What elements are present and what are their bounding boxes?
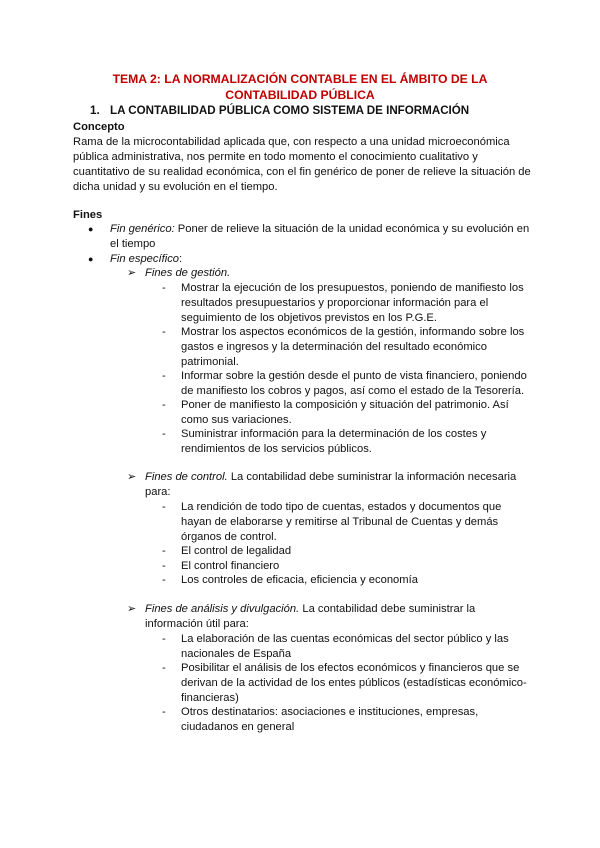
list-item xyxy=(162,573,530,588)
list-item-text: El control de legalidad xyxy=(181,545,292,557)
list-item-text: Posibilitar el análisis de los efectos económicos y financieros que se derivan de la actividad de los entes públicos (estadísticas económico-financieras) xyxy=(181,662,527,704)
arrow-bullet-icon: ➢ xyxy=(127,471,137,483)
fin-especifico-label: Fin específico xyxy=(110,253,180,265)
list-item-text: La elaboración de las cuentas económicas del sector público y las nacionales de España xyxy=(181,633,509,660)
title-line-1: TEMA 2: LA NORMALIZACIÓN CONTABLE EN EL ÁMBITO DE LA xyxy=(112,72,488,86)
fines-gestion-item xyxy=(127,266,530,281)
list-item-text: Mostrar los aspectos económicos de la gestión, informando sobre los gastos e ingresos y la determinación del resultado económico patrimonial. xyxy=(181,326,525,368)
list-item xyxy=(162,661,530,706)
list-item xyxy=(162,500,530,545)
dash-bullet-icon: - xyxy=(162,428,166,440)
list-item xyxy=(162,325,530,370)
dash-bullet-icon: - xyxy=(162,560,166,572)
dash-bullet-icon: - xyxy=(162,706,166,718)
list-item xyxy=(162,705,530,735)
dash-bullet-icon: - xyxy=(162,399,166,411)
bullet-icon: ● xyxy=(88,224,94,234)
fines-gestion-label: Fines de gestión. xyxy=(145,267,231,279)
dash-bullet-icon: - xyxy=(162,633,166,645)
section-heading xyxy=(90,103,469,118)
concepto-heading: Concepto xyxy=(73,121,125,133)
dash-bullet-icon: - xyxy=(162,574,166,586)
fines-analisis-text: La contabilidad debe suministrar la información útil para: xyxy=(145,603,476,630)
arrow-bullet-icon: ➢ xyxy=(127,603,137,615)
dash-bullet-icon: - xyxy=(162,662,166,674)
arrow-bullet-icon: ➢ xyxy=(127,267,137,279)
fin-generico-label: Fin genérico: xyxy=(110,223,175,235)
list-item-text: Otros destinatarios: asociaciones e instituciones, empresas, ciudadanos en general xyxy=(181,706,479,733)
fines-control-label: Fines de control. xyxy=(145,471,228,483)
dash-bullet-icon: - xyxy=(162,545,166,557)
list-item-text: Los controles de eficacia, eficiencia y economía xyxy=(181,574,418,586)
list-item-text: La rendición de todo tipo de cuentas, estados y documentos que hayan de elaborarse y remitirse al Tribunal de Cuentas y demás órganos de control. xyxy=(181,501,502,543)
list-item xyxy=(162,369,530,399)
fin-especifico-item xyxy=(88,252,530,267)
section-title: LA CONTABILIDAD PÚBLICA COMO SISTEMA DE INFORMACIÓN xyxy=(110,104,470,117)
section-number: 1. xyxy=(90,104,100,117)
dash-bullet-icon: - xyxy=(162,282,166,294)
dash-bullet-icon: - xyxy=(162,501,166,513)
dash-bullet-icon: - xyxy=(162,370,166,382)
list-item xyxy=(162,281,530,326)
dash-bullet-icon: - xyxy=(162,326,166,338)
list-item xyxy=(162,398,530,428)
list-item-text: Poner de manifiesto la composición y situación del patrimonio. Así como sus variaciones. xyxy=(181,399,509,426)
fin-generico-text: Poner de relieve la situación de la unidad económica y su evolución en el tiempo xyxy=(110,223,530,250)
bullet-icon: ● xyxy=(88,254,94,264)
page-title xyxy=(60,72,540,103)
concepto-paragraph: Rama de la microcontabilidad aplicada que, con respecto a una unidad microeconómica pública administrativa, nos permite en todo momento el conocimiento cualitativo y cuantitativo de su realidad económica, con el fin genérico de poner de relieve la situación de dicha unidad y su evolución en el tiempo. xyxy=(73,136,531,193)
list-item xyxy=(162,559,530,574)
list-item xyxy=(162,544,530,559)
title-line-2: CONTABILIDAD PÚBLICA xyxy=(225,87,375,102)
fines-analisis-label: Fines de análisis y divulgación. xyxy=(145,603,300,615)
list-item xyxy=(162,427,530,457)
list-item-text: Mostrar la ejecución de los presupuestos, poniendo de manifiesto los resultados presupuestarios y proporcionar información para el seguimiento de los objetivos previstos en los P.G.E. xyxy=(181,282,524,324)
list-item-text: Suministrar información para la determinación de los costes y rendimientos de los servicios públicos. xyxy=(181,428,487,455)
list-item-text: Informar sobre la gestión desde el punto de vista financiero, poniendo de manifiesto los cobros y pagos, así como el estado de la Tesorería. xyxy=(181,370,527,397)
list-item-text: El control financiero xyxy=(181,560,280,572)
list-item xyxy=(162,632,530,662)
fines-control-text: La contabilidad debe suministrar la información necesaria para: xyxy=(145,471,517,498)
fines-control-item xyxy=(127,470,530,500)
fines-analisis-item xyxy=(127,602,530,632)
fin-especifico-suffix: : xyxy=(179,253,183,265)
fin-generico-item xyxy=(88,222,530,252)
fines-heading: Fines xyxy=(73,209,103,221)
